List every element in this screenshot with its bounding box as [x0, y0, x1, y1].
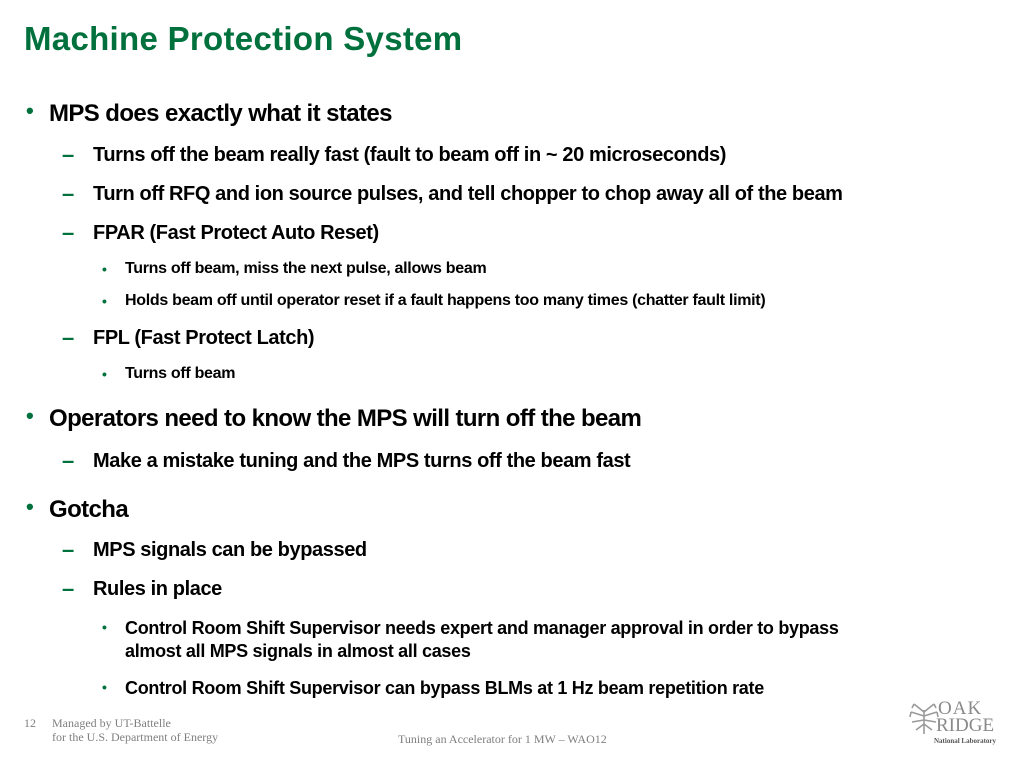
- bullet-text: Turn off RFQ and ion source pulses, and tell chopper to chop away all of the beam: [93, 183, 843, 205]
- bullet-text: Gotcha: [49, 496, 129, 523]
- bullet-mark: –: [62, 325, 75, 350]
- bullet-text: Control Room Shift Supervisor can bypass BLMs at 1 Hz beam repetition rate: [125, 678, 764, 698]
- bullet-mark: •: [26, 98, 34, 123]
- bullet-mark: –: [62, 448, 75, 473]
- logo-line-1: OAK: [938, 698, 983, 719]
- bullet-mark: •: [102, 366, 107, 382]
- bullet-mark: –: [62, 576, 75, 601]
- bullet-mark: –: [62, 537, 75, 562]
- bullet-text: FPL (Fast Protect Latch): [93, 327, 315, 349]
- bullet-text: MPS signals can be bypassed: [93, 539, 367, 561]
- bullet-mark: –: [62, 142, 75, 167]
- bullet-text: FPAR (Fast Protect Auto Reset): [93, 222, 379, 244]
- bullet-text: Make a mistake tuning and the MPS turns off the beam fast: [93, 450, 631, 472]
- bullet-mark: •: [102, 261, 107, 277]
- bullet-mark: •: [26, 403, 34, 428]
- bullet-text: Control Room Shift Supervisor needs expert and manager approval in order to bypass: [125, 618, 839, 638]
- bullet-mark: –: [62, 181, 75, 206]
- bullet-mark: •: [102, 293, 107, 309]
- bullet-text: MPS does exactly what it states: [49, 100, 392, 127]
- managed-line-1: Managed by UT-Battelle: [52, 716, 171, 730]
- managed-by-text: [52, 716, 218, 744]
- logo-line-3: National Laboratory: [934, 737, 997, 745]
- bullet-text: Rules in place: [93, 578, 222, 600]
- bullet-mark: –: [62, 220, 75, 245]
- bullet-mark: •: [102, 679, 107, 695]
- bullet-text: Turns off beam, miss the next pulse, allows beam: [125, 260, 487, 277]
- oak-ridge-logo: [908, 698, 1002, 748]
- bullet-text: Turns off the beam really fast (fault to beam off in ~ 20 microseconds): [93, 144, 727, 166]
- logo-line-2: RIDGE: [936, 715, 995, 736]
- slide-number: 12: [24, 716, 36, 730]
- bullet-mark: •: [26, 494, 34, 519]
- managed-line-2: for the U.S. Department of Energy: [52, 730, 219, 744]
- bullet-mark: •: [102, 619, 107, 635]
- bullet-text-continuation: almost all MPS signals in almost all cases: [125, 641, 471, 661]
- bullet-text: Turns off beam: [125, 365, 236, 382]
- bullet-text: Holds beam off until operator reset if a fault happens too many times (chatter fault limit): [125, 292, 766, 309]
- bullet-text: Operators need to know the MPS will turn off the beam: [49, 405, 642, 432]
- slide-title: Machine Protection System: [24, 20, 463, 57]
- presentation-title-footer: Tuning an Accelerator for 1 MW – WAO12: [398, 732, 607, 746]
